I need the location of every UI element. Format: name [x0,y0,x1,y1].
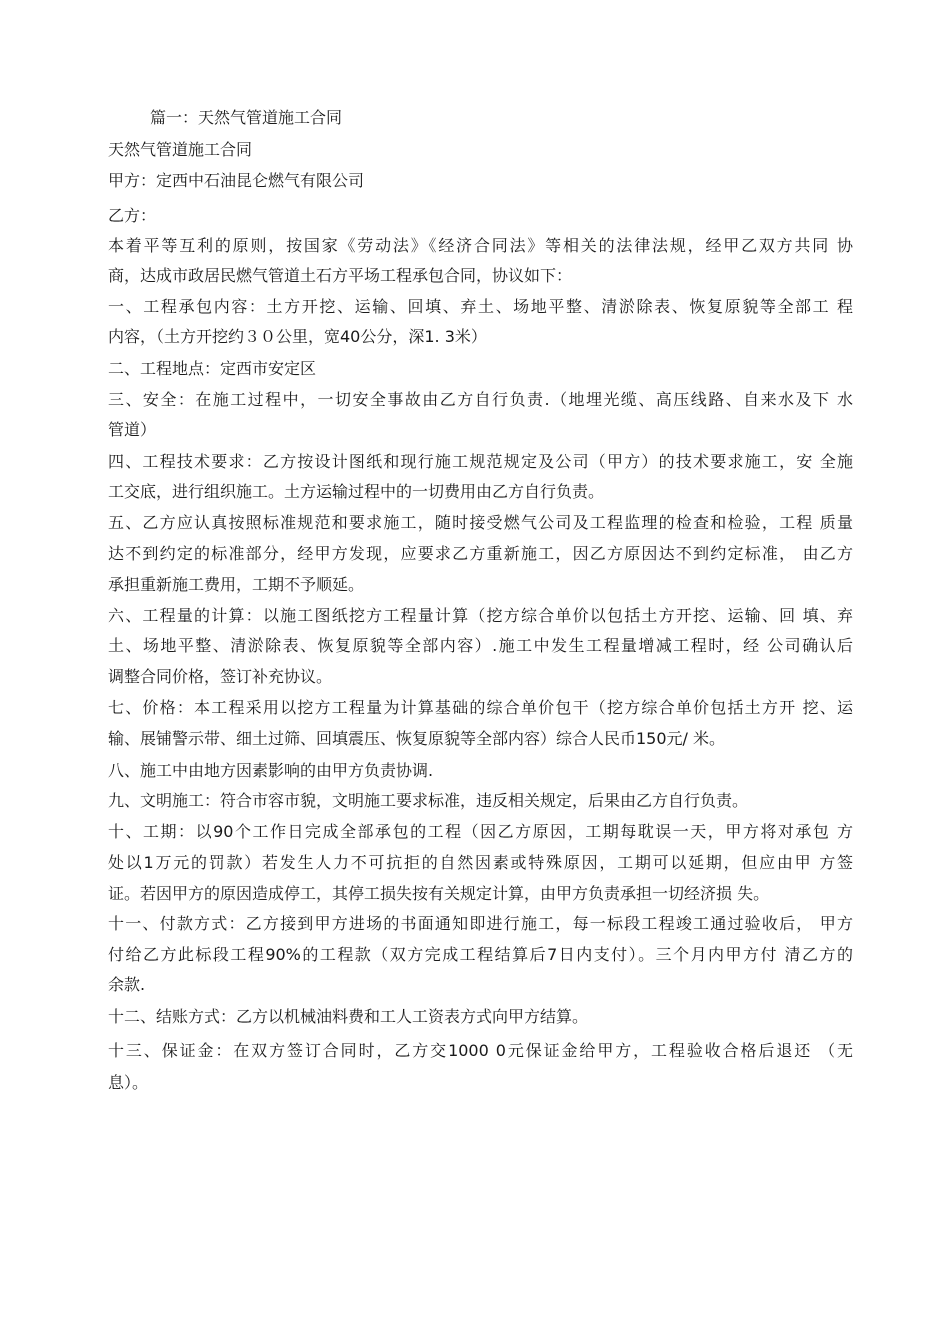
clause-11-line-2: 付给乙方此标段工程90%的工程款（双方完成工程结算后7日内支付）。三个月内甲方付 清乙方的 [108,945,853,964]
clause-4-line-2: 工交底，进行组织施工。土方运输过程中的一切费用由乙方自行负责。 [108,482,605,501]
clause-12-line: 十二、结账方式：乙方以机械油料费和工人工资表方式向甲方结算。 [108,1007,589,1026]
clause-5-line-3: 承担重新施工费用，工期不予顺延。 [108,575,365,594]
clause-3-line-1: 三、安全：在施工过程中，一切安全事故由乙方自行负责.（地埋光缆、高压线路、自来水及下 水 [108,390,853,409]
clause-11-line-3: 余款. [108,975,146,994]
clause-8-line: 八、施工中由地方因素影响的由甲方负责协调. [108,761,434,780]
clause-9-line: 九、文明施工：符合市容市貌，文明施工要求标准，违反相关规定，后果由乙方自行负责。 [108,791,749,810]
clause-6-line-3: 调整合同价格，签订补充协议。 [108,667,333,686]
clause-13-line-2: 息）。 [108,1073,149,1092]
clause-7-line-1: 七、价格：本工程采用以挖方工程量为计算基础的综合单价包干（挖方综合单价包括土方开 挖、运 [108,698,853,717]
clause-10-line-2: 处以1万元的罚款）若发生人力不可抗拒的自然因素或特殊原因，工期可以延期，但应由甲 方签 [108,853,853,872]
clause-10-line-1: 十、工期：以90个工作日完成全部承包的工程（因乙方原因，工期每耽误一天，甲方将对承包 方 [108,822,853,841]
clause-5-line-2: 达不到约定的标准部分，经甲方发现，应要求乙方重新施工，因乙方原因达不到约定标准， 由乙方 [108,544,853,563]
preamble-line-1: 本着平等互利的原则，按国家《劳动法》《经济合同法》等相关的法律法规，经甲乙双方共同 协 [108,236,853,255]
document-subtitle: 天然气管道施工合同 [108,140,253,159]
clause-3-line-2: 管道） [108,420,157,439]
clause-2-line: 二、工程地点：定西市安定区 [108,359,317,378]
clause-6-line-1: 六、工程量的计算：以施工图纸挖方工程量计算（挖方综合单价以包括土方开挖、运输、回 填、弃 [108,606,853,625]
preamble-line-2: 商，达成市政居民燃气管道土石方平场工程承包合同，协议如下： [108,266,573,285]
clause-7-line-2: 输、展铺警示带、细土过筛、回填震压、恢复原貌等全部内容）综合人民币150元/ 米。 [108,729,726,748]
clause-5-line-1: 五、乙方应认真按照标准规范和要求施工，随时接受燃气公司及工程监理的检查和检验，工程 质量 [108,513,853,532]
clause-4-line-1: 四、工程技术要求：乙方按设计图纸和现行施工规范规定及公司（甲方）的技术要求施工，安 全施 [108,452,853,471]
clause-6-line-2: 土、场地平整、清淤除表、恢复原貌等全部内容）.施工中发生工程量增减工程时，经 公司确认后 [108,636,853,655]
clause-13-line-1: 十三、保证金：在双方签订合同时，乙方交1000 0元保证金给甲方，工程验收合格后退还 （无 [108,1041,853,1060]
party-b-line: 乙方： [108,206,157,225]
clause-11-line-1: 十一、付款方式：乙方接到甲方进场的书面通知即进行施工，每一标段工程竣工通过验收后， 甲方 [108,914,853,933]
document-heading: 篇一：天然气管道施工合同 [150,108,343,127]
clause-10-line-3: 证。若因甲方的原因造成停工，其停工损失按有关规定计算，由甲方负责承担一切经济损 失。 [108,884,770,903]
clause-1-line-2: 内容，（土方开挖约３０公里，宽40公分，深1. 3米） [108,327,487,346]
party-a-line: 甲方：定西中石油昆仑燃气有限公司 [108,171,365,190]
clause-1-line-1: 一、工程承包内容：土方开挖、运输、回填、弃土、场地平整、清淤除表、恢复原貌等全部工 程 [108,297,853,316]
